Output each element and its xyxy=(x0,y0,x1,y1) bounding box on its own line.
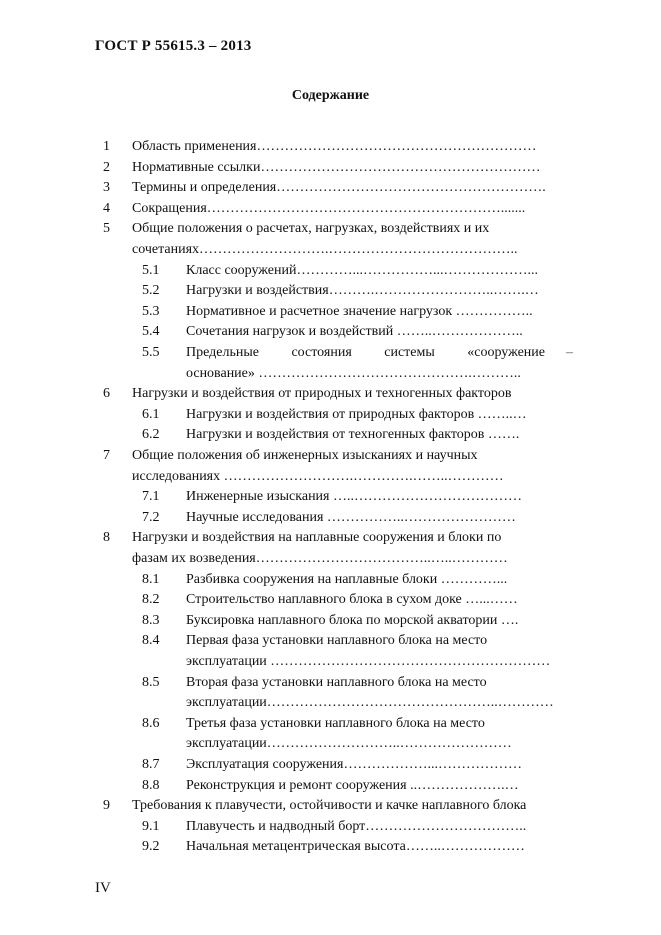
toc-entry-text: фазам их возведения………………………………..…..………… xyxy=(132,551,508,566)
toc-entry-text: Предельные состояния системы «сооружение xyxy=(186,345,545,360)
toc-entry-number: 8.8 xyxy=(142,777,160,793)
toc-entry-text: Буксировка наплавного блока по морской акватории …. xyxy=(186,612,519,628)
toc-entry-text: Эксплуатация сооружения………………...……………… xyxy=(186,757,522,772)
toc-entry-text: Область применения…………………………………………………… xyxy=(132,139,537,154)
toc-entry-number: 8.6 xyxy=(142,715,160,731)
toc-entry-text: Нагрузки и воздействия……….……………………..…….… xyxy=(186,283,539,299)
toc-entry-number: 9.2 xyxy=(142,839,160,855)
toc-entry-text: Нормативное и расчетное значение нагрузок …………….. xyxy=(186,303,533,319)
toc-entry-number: 7.2 xyxy=(142,509,160,525)
toc-entry-text: сочетаниях……………………….………………………………….. xyxy=(132,242,518,257)
document-code-header: ГОСТ Р 55615.3 – 2013 xyxy=(95,38,252,54)
toc-entry-number: 2 xyxy=(103,159,110,175)
toc-entry-text: Начальная метацентрическая высота……..……………… xyxy=(186,839,525,855)
toc-entry-text: Сокращения………………………………………………………....... xyxy=(132,200,526,216)
toc-entry-text: Общие положения о расчетах, нагрузках, воздействиях и их xyxy=(132,221,490,237)
toc-entry-number: 6.1 xyxy=(142,406,160,422)
toc-entry-text: основание» ……………………………………….……….. xyxy=(186,365,521,381)
toc-entry-text: Нагрузки и воздействия от природных и техногенных факторов xyxy=(132,386,512,402)
toc-entry-text: Требования к плавучести, остойчивости и качке наплавного блока xyxy=(132,798,527,814)
toc-entry-text: Реконструкция и ремонт сооружения ..……………….… xyxy=(186,777,519,793)
contents-title: Содержание xyxy=(291,88,370,103)
toc-entry-text: Инженерные изыскания …..……………………………… xyxy=(186,489,522,505)
toc-entry-number: 6.2 xyxy=(142,427,160,443)
toc-entry-number: 5.5 xyxy=(142,345,160,360)
toc-entry-number: 8.7 xyxy=(142,757,160,772)
toc-entry-number: 5.1 xyxy=(142,262,160,278)
toc-entry-number: 7 xyxy=(103,448,110,463)
toc-entry-text: Плавучесть и надводный борт…………………………….. xyxy=(186,818,527,834)
toc-entry-text: исследованиях ……………………….………….……..………… xyxy=(132,468,504,484)
toc-entry-text: Третья фаза установки наплавного блока на место xyxy=(186,715,485,731)
toc-entry-number: 5.3 xyxy=(142,303,160,319)
toc-entry-number: 8.3 xyxy=(142,612,160,628)
toc-entry-text: Сочетания нагрузок и воздействий ……..……………….. xyxy=(186,324,523,340)
toc-entry-number: 8.2 xyxy=(142,592,160,608)
toc-entry-number: 6 xyxy=(103,386,110,402)
margin-dash: – xyxy=(566,345,573,360)
toc-entry-number: 3 xyxy=(103,180,110,196)
toc-entry-text: эксплуатации………………………..…………………… xyxy=(186,736,512,752)
toc-entry-text: Общие положения об инженерных изысканиях и научных xyxy=(132,448,478,463)
toc-entry-text: Первая фаза установки наплавного блока на место xyxy=(186,633,488,649)
toc-entry-text: Нагрузки и воздействия от техногенных факторов ……. xyxy=(186,427,520,443)
toc-entry-text: эксплуатации…………………………………………..………… xyxy=(186,695,554,711)
toc-entry-number: 5 xyxy=(103,221,110,237)
toc-entry-text: эксплуатации …………………………………………………… xyxy=(186,654,551,669)
toc-entry-number: 9.1 xyxy=(142,818,160,834)
toc-entry-number: 8.5 xyxy=(142,674,160,690)
toc-entry-number: 9 xyxy=(103,798,110,814)
page-number: IV xyxy=(95,880,111,896)
toc-entry-number: 5.4 xyxy=(142,324,160,340)
toc-entry-text: Нормативные ссылки…………………………………………………… xyxy=(132,159,541,175)
toc-entry-text: Термины и определения…………………………………………………. xyxy=(132,180,546,196)
toc-entry-number: 7.1 xyxy=(142,489,160,505)
toc-entry-number: 5.2 xyxy=(142,283,160,299)
toc-entry-number: 8.4 xyxy=(142,633,160,649)
toc-entry-text: Нагрузки и воздействия на наплавные сооружения и блоки по xyxy=(132,530,502,546)
toc-entry-number: 8.1 xyxy=(142,571,160,587)
toc-entry-number: 1 xyxy=(103,139,110,154)
toc-entry-text: Строительство наплавного блока в сухом доке …...…… xyxy=(186,592,518,608)
toc-entry-number: 8 xyxy=(103,530,110,546)
toc-entry-text: Вторая фаза установки наплавного блока на место xyxy=(186,674,487,690)
toc-entry-text: Класс сооружений…………...……………...………………... xyxy=(186,262,538,278)
toc-entry-text: Научные исследования ……………..…………………… xyxy=(186,509,516,525)
toc-entry-text: Разбивка сооружения на наплавные блоки …………... xyxy=(186,571,508,587)
toc-entry-text: Нагрузки и воздействия от природных факторов ……..… xyxy=(186,406,527,422)
toc-entry-number: 4 xyxy=(103,200,110,216)
